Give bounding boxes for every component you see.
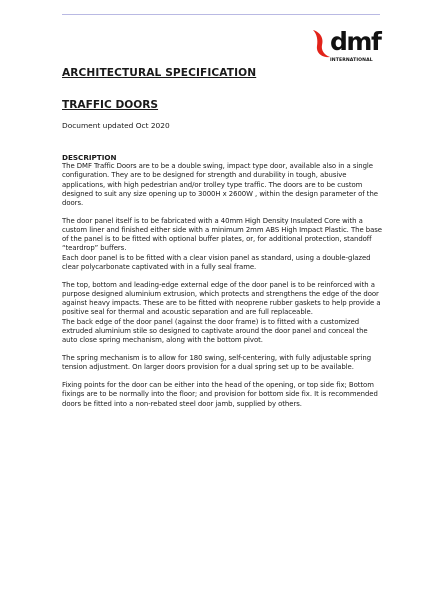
document-body [62,66,384,409]
logo-wordmark: dmf [330,27,381,56]
paragraph-edge-reinforcement: The top, bottom and leading-edge external edge of the door panel is to be reinforced with a purpose designed aluminium extrusion, which protects and strengthens the edge of the door against heavy impacts. These are to be fitted with neoprene rubber gaskets to help provide a positive seal for thermal and acoustic separation and are full replaceable. [62,280,381,317]
paragraph-overview: The DMF Traffic Doors are to be a double swing, impact type door, available also in a single configuration. They are to be designed for strength and durability in tough, abusive applications, with high pedestrian and/or trolley type traffic. The doors are to be custom designed to suit any size opening up to 3000H x 2600W , within the design parameter of the doors. [62,162,378,207]
document-updated-date: Document updated Oct 2020 [62,121,170,130]
paragraph-back-edge: The back edge of the door panel (against the door frame) is to fitted with a customized extruded aluminium stile so designed to captivate around the door panel and conceal the auto close spring mechanism, along with the bottom pivot. [62,317,368,344]
dmf-logo-swoosh-icon [310,28,332,60]
paragraph-fixing-points: Fixing points for the door can be either into the head of the opening, or top side fix; Bottom fixings are to be normally into the floor; and provision for bottom side fix. It is recommended doors be fitted into a non-rebated steel door jamb, supplied by others. [62,381,378,408]
paragraph-spring-mechanism: The spring mechanism is to allow for 180 swing, self-centering, with fully adjustable spring tension adjustment. On larger doors provision for a dual spring set up to be available. [62,354,372,372]
paragraph-door-panel: The door panel itself is to be fabricated with a 40mm High Density Insulated Core with a custom liner and finished either side with a minimum 2mm ABS High Impact Plastic. The base of the panel is to be fitted with optional buffer plates, or, for additional protection, standoff “teardrop” buffers. [62,216,382,253]
dmf-logo [310,28,382,68]
section-heading-description: DESCRIPTION [62,153,117,162]
logo-subtitle: INTERNATIONAL [330,58,373,63]
header-rule [62,14,380,15]
document-subtitle: TRAFFIC DOORS [62,99,159,111]
paragraph-vision-panel: Each door panel is to be fitted with a clear vision panel as standard, using a double-glazed clear polycarbonate captivated with in a fully seal frame. [62,253,371,271]
document-title: ARCHITECTURAL SPECIFICATION [62,67,257,79]
